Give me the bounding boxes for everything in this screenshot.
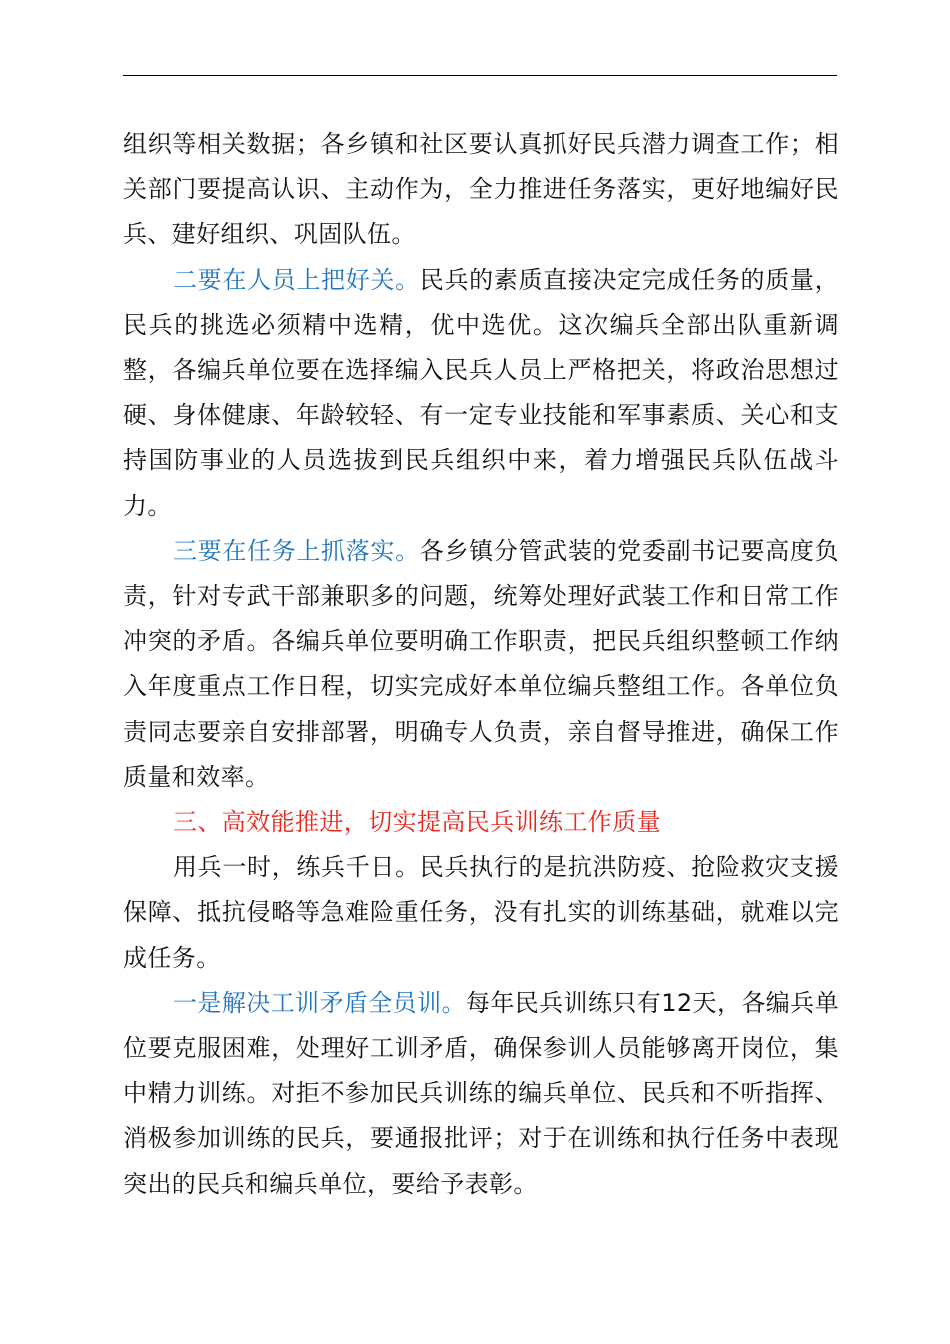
subheading-personnel: 二要在人员上把好关。 [173,265,420,294]
header-rule [123,75,837,76]
section-heading-training: 三、高效能推进，切实提高民兵训练工作质量 [173,808,661,837]
subheading-tasks: 三要在任务上抓落实。 [173,536,420,565]
paragraph-text: 各乡镇分管武装的党委副书记要高度负责，针对专武干部兼职多的问题，统筹处理好武装工作和日常工作冲突的矛盾。各编兵单位要明确工作职责，把民兵组织整顿工作纳入年度重点工作日程，切实完成好本单位编兵整组工作。各单位负责同志要亲自安排部署，明确专人负责，亲自督导推进，确保工作质量和效率。 [123,536,839,791]
paragraph-text: 民兵的素质直接决定完成任务的质量，民兵的挑选必须精中选精，优中选优。这次编兵全部出队重新调整，各编兵单位要在选择编入民兵人员上严格把关，将政治思想过硬、身体健康、年龄较轻、有一定专业技能和军事素质、关心和支持国防事业的人员选拔到民兵组织中来，着力增强民兵队伍战斗力。 [123,265,839,520]
paragraph-full-training [123,981,839,1207]
paragraph-tasks [123,529,839,800]
paragraph-text: 用兵一时，练兵千日。民兵执行的是抗洪防疫、抢险救灾支援保障、抵抗侵略等急难险重任务，没有扎实的训练基础，就难以完成任务。 [123,853,839,972]
subheading-full-training: 一是解决工训矛盾全员训。 [173,988,466,1017]
paragraph-training-intro [123,845,839,981]
paragraph-text: 每年民兵训练只有12天，各编兵单位要克服困难，处理好工训矛盾，确保参训人员能够离开岗位，集中精力训练。对拒不参加民兵训练的编兵单位、民兵和不听指挥、消极参加训练的民兵，要通报批评；对于在训练和执行任务中表现突出的民兵和编兵单位，要给予表彰。 [123,988,839,1198]
document-body [123,122,839,1207]
paragraph-personnel [123,258,839,529]
paragraph-continuation [123,122,839,258]
paragraph-text: 组织等相关数据；各乡镇和社区要认真抓好民兵潜力调查工作；相关部门要提高认识、主动作为，全力推进任务落实，更好地编好民兵、建好组织、巩固队伍。 [123,130,839,249]
